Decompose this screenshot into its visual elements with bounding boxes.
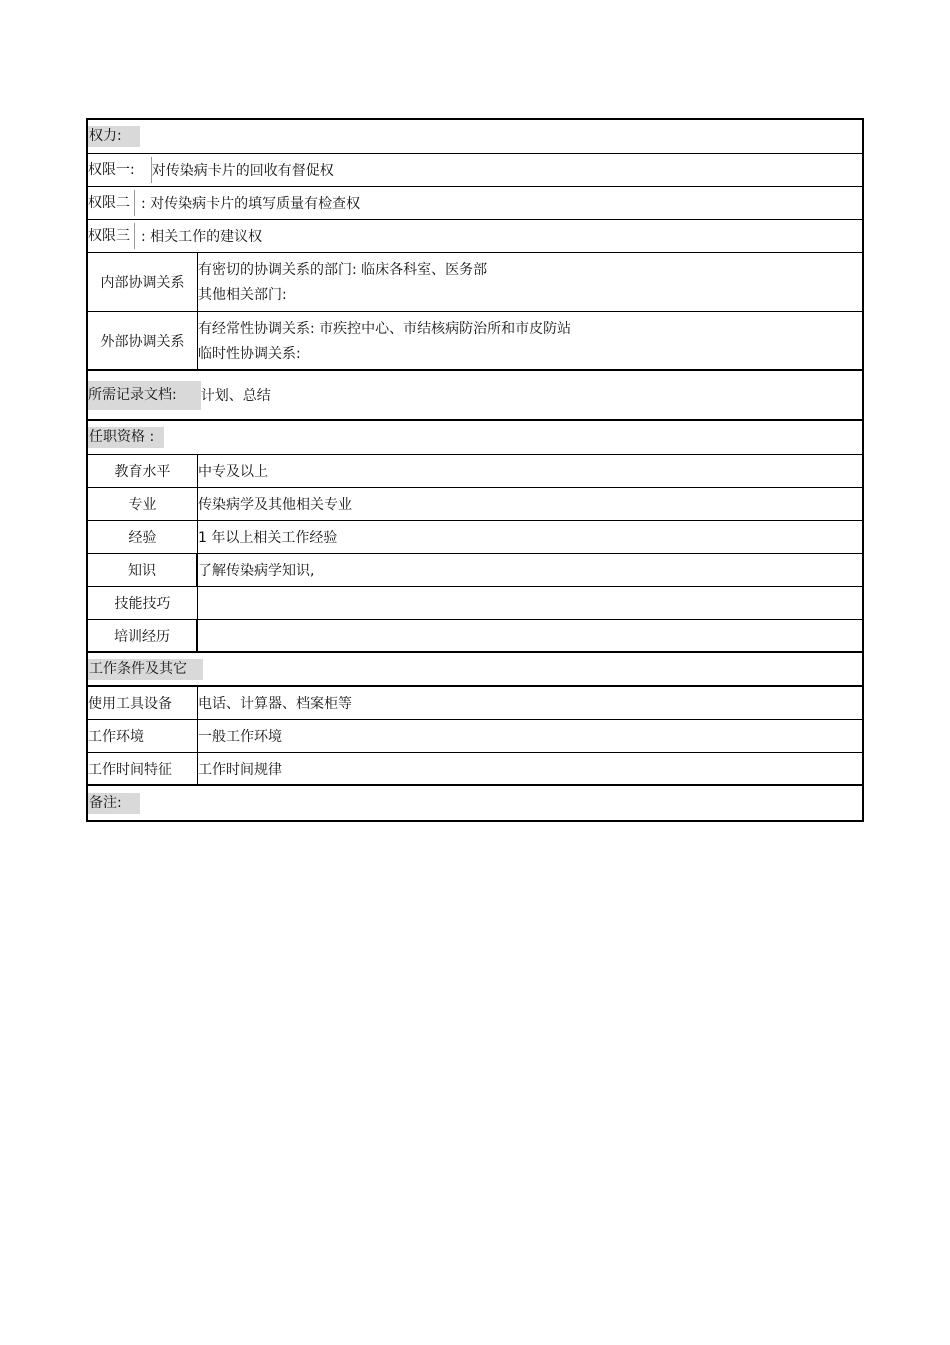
qualification-value: 传染病学及其他相关专业 bbox=[198, 497, 352, 513]
qualification-value: 中专及以上 bbox=[198, 464, 268, 480]
qualification-label: 经验 bbox=[88, 521, 198, 553]
internal-coordination-line: 其他相关部门: bbox=[198, 287, 287, 303]
qualification-row-education bbox=[88, 455, 862, 488]
remarks-label: 备注: bbox=[88, 793, 140, 814]
authority-item-label: 权限一: bbox=[88, 157, 152, 183]
condition-row-tools bbox=[88, 687, 862, 720]
authority-item-1 bbox=[88, 154, 862, 187]
authority-item-3 bbox=[88, 220, 862, 253]
qualifications-heading: 任职资格 : bbox=[88, 427, 164, 448]
internal-coordination-label: 内部协调关系 bbox=[88, 253, 198, 311]
condition-label: 使用工具设备 bbox=[88, 687, 198, 719]
job-description-form bbox=[86, 118, 864, 822]
qualification-row-major bbox=[88, 488, 862, 521]
condition-value: 电话、计算器、档案柜等 bbox=[198, 696, 352, 712]
external-coordination-label: 外部协调关系 bbox=[88, 312, 198, 369]
authority-item-label: 权限三 bbox=[88, 223, 135, 249]
remarks-row bbox=[88, 786, 862, 820]
qualification-value bbox=[198, 587, 862, 619]
authority-item-2 bbox=[88, 187, 862, 220]
condition-value: 工作时间规律 bbox=[198, 761, 282, 778]
qualification-row-training bbox=[88, 620, 862, 653]
internal-coordination-row bbox=[88, 253, 862, 312]
authority-section-header bbox=[88, 120, 862, 154]
external-coordination-line: 临时性协调关系: bbox=[198, 346, 301, 362]
conditions-section-header bbox=[88, 653, 862, 687]
authority-heading: 权力: bbox=[88, 126, 140, 147]
internal-coordination-line: 有密切的协调关系的部门: 临床各科室、医务部 bbox=[198, 262, 488, 278]
documents-value: 计划、总结 bbox=[200, 388, 271, 404]
external-coordination-line: 有经常性协调关系: 市疾控中心、市结核病防治所和市皮防站 bbox=[198, 321, 572, 337]
conditions-heading: 工作条件及其它 bbox=[88, 659, 203, 680]
qualification-label: 培训经历 bbox=[88, 620, 198, 651]
condition-label: 工作时间特征 bbox=[88, 753, 198, 784]
qualifications-section-header bbox=[88, 421, 862, 455]
internal-coordination-value bbox=[198, 253, 862, 311]
qualification-label: 知识 bbox=[88, 554, 198, 586]
qualification-label: 专业 bbox=[88, 488, 198, 520]
qualification-label: 教育水平 bbox=[88, 455, 198, 487]
authority-item-label: 权限二 bbox=[88, 190, 135, 216]
qualification-row-skills bbox=[88, 587, 862, 620]
qualification-value: 了解传染病学知识, bbox=[198, 563, 315, 579]
qualification-value: 1 年以上相关工作经验 bbox=[198, 530, 338, 546]
qualification-row-knowledge bbox=[88, 554, 862, 587]
authority-item-text: : 对传染病卡片的填写质量有检查权 bbox=[141, 196, 361, 212]
condition-row-environment bbox=[88, 720, 862, 753]
condition-value: 一般工作环境 bbox=[198, 729, 282, 745]
condition-label: 工作环境 bbox=[88, 720, 198, 752]
external-coordination-row bbox=[88, 312, 862, 371]
condition-row-hours bbox=[88, 753, 862, 786]
authority-item-text: : 相关工作的建议权 bbox=[141, 229, 263, 245]
qualification-row-experience bbox=[88, 521, 862, 554]
documents-row bbox=[88, 371, 862, 421]
authority-item-text: 对传染病卡片的回收有督促权 bbox=[151, 163, 334, 179]
external-coordination-value bbox=[198, 312, 862, 369]
qualification-label: 技能技巧 bbox=[88, 587, 198, 619]
documents-label: 所需记录文档: bbox=[88, 381, 201, 410]
qualification-value bbox=[198, 620, 862, 651]
